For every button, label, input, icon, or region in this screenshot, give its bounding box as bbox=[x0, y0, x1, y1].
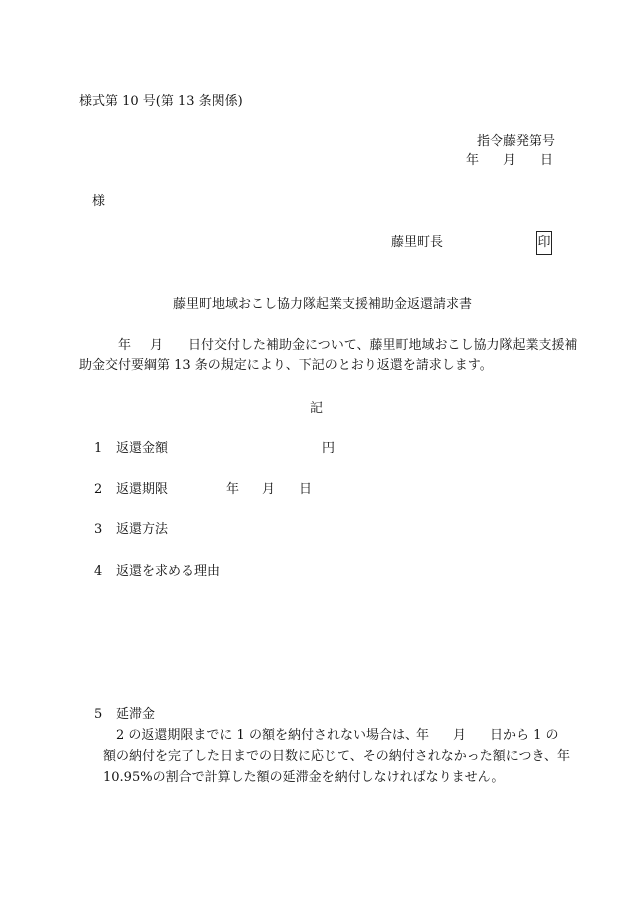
deadline-day: 日 bbox=[299, 482, 313, 497]
late-fee-line-3: 10.95%の割合で計算した額の延滞金を納付しなければなりません。 bbox=[103, 770, 505, 785]
seal-box: 印 bbox=[536, 231, 552, 255]
late-fee-line-1-suffix: 日から 1 の bbox=[490, 728, 559, 743]
late-fee-line-2: 額の納付を完了した日までの日数に応じて、その納付されなかった額につき、年 bbox=[103, 749, 570, 764]
deadline-year: 年 bbox=[226, 482, 240, 497]
item-label: 返還金額 bbox=[116, 441, 169, 456]
date-year: 年 bbox=[466, 153, 480, 168]
body-month: 月 bbox=[150, 338, 164, 353]
issuer-title: 藤里町長 bbox=[391, 235, 444, 250]
late-fee-month: 月 bbox=[453, 728, 467, 743]
deadline-month: 月 bbox=[262, 482, 276, 497]
item-number: 4 bbox=[94, 564, 103, 579]
date-day: 日 bbox=[540, 153, 554, 168]
item-label: 返還方法 bbox=[116, 522, 169, 537]
form-number: 様式第 10 号(第 13 条関係) bbox=[79, 94, 243, 109]
body-line-2: 助金交付要綱第 13 条の規定により、下記のとおり返還を請求します。 bbox=[79, 358, 493, 373]
body-year: 年 bbox=[118, 338, 132, 353]
late-fee-year: 年 bbox=[416, 728, 430, 743]
item-number: 5 bbox=[94, 707, 103, 722]
item-label: 返還期限 bbox=[116, 482, 169, 497]
amount-unit: 円 bbox=[322, 441, 336, 456]
ki-heading: 記 bbox=[310, 401, 324, 416]
date-month: 月 bbox=[503, 153, 517, 168]
document-title: 藤里町地域おこし協力隊起業支援補助金返還請求書 bbox=[173, 297, 473, 312]
item-number: 2 bbox=[94, 482, 103, 497]
item-label: 返還を求める理由 bbox=[116, 564, 221, 579]
late-fee-line-1-prefix: 2 の返還期限までに 1 の額を納付されない場合は、 bbox=[116, 728, 418, 743]
item-number: 3 bbox=[94, 522, 103, 537]
addressee-suffix: 様 bbox=[92, 194, 106, 209]
item-label: 延滞金 bbox=[116, 707, 156, 722]
item-number: 1 bbox=[94, 441, 103, 456]
body-line-1: 日付交付した補助金について、藤里町地域おこし協力隊起業支援補 bbox=[188, 338, 578, 353]
directive-number: 指令藤発第号 bbox=[477, 134, 556, 149]
